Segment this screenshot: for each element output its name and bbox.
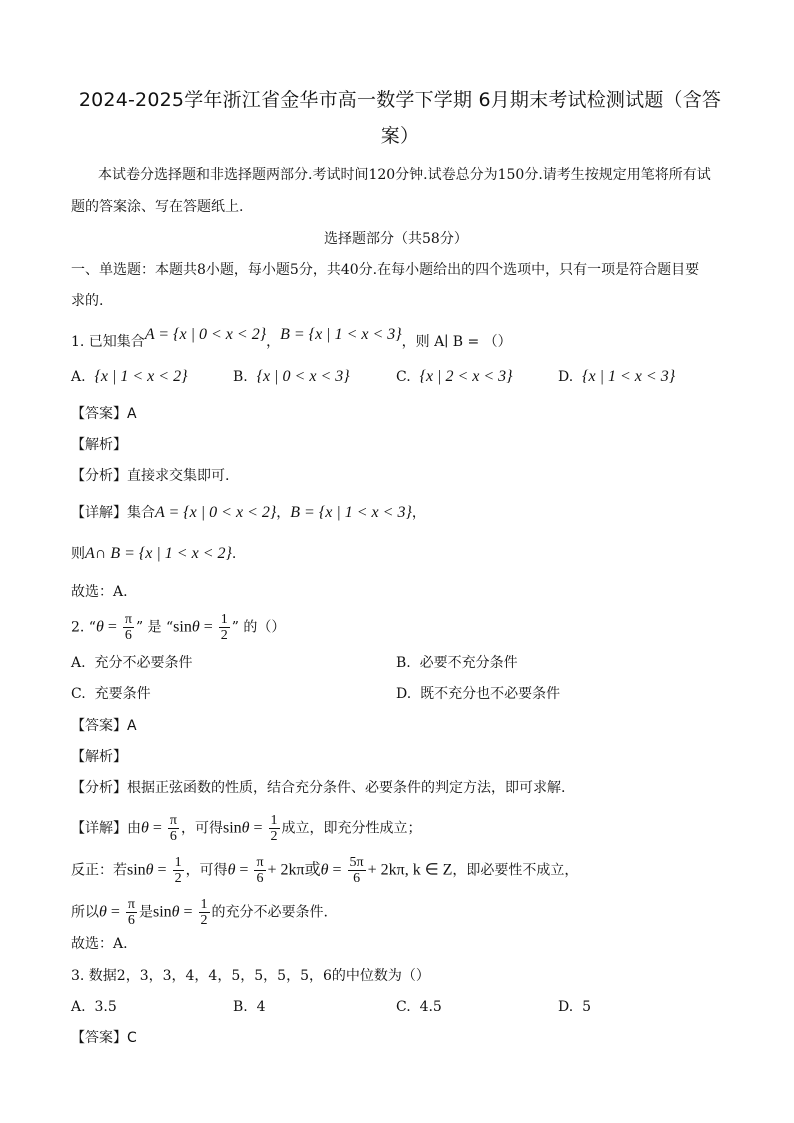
q1-detail: [71, 502, 426, 524]
numerator: π: [169, 813, 177, 828]
q2-option-c: [71, 683, 151, 705]
reverse-text: 反正：若: [71, 862, 127, 879]
part1-header-line-1: 一、单选题：本题共8小题，每小题5分，共40分.在每小题给出的四个选项中，只有一项是符合题目要: [71, 262, 700, 278]
option-label: C.: [396, 999, 411, 1015]
q3-option-c: [396, 996, 442, 1018]
theta-symbol: θ: [241, 819, 250, 837]
fenxi-tag: 【分析】: [71, 468, 127, 484]
intro-line-2: 题的答案涂、写在答题纸上.: [71, 199, 244, 215]
reverse-formula: + 2kπ, k ∈ Z: [367, 861, 453, 879]
q2-prefix: 2. “: [71, 619, 96, 636]
q1-result: [71, 543, 236, 565]
detail-set-b: B = {x | 1 < x < 3}: [290, 504, 412, 521]
numerator: 1: [174, 855, 182, 870]
conclusion-text: 是: [138, 904, 153, 921]
fraction-5pi-over-6: [348, 855, 366, 886]
theta-symbol: θ: [171, 903, 180, 921]
q2-fenxi: [71, 777, 565, 799]
option-text: 5: [582, 999, 592, 1015]
detail-tag: 【详解】: [71, 820, 127, 837]
theta-symbol: θ: [191, 618, 200, 636]
numerator: 1: [200, 897, 208, 912]
theta-symbol: θ: [141, 819, 149, 837]
result-prefix: 则: [71, 546, 85, 562]
question-2: [71, 612, 285, 643]
option-text: 4.5: [419, 999, 442, 1015]
sin-fn: sin: [222, 819, 242, 837]
q1-option-b: [233, 366, 350, 388]
detail-tag: 【详解】: [71, 505, 127, 521]
result-formula: A∩ B = {x | 1 < x < 2}: [85, 545, 232, 562]
reverse-text: ，即必要性不成立，: [452, 862, 579, 879]
q1-choose: 故选：A.: [71, 584, 128, 600]
numerator: π: [124, 612, 132, 627]
denominator: 6: [256, 871, 264, 886]
numerator: 5π: [349, 855, 364, 870]
detail-prefix: 集合: [127, 505, 155, 521]
detail-text: ，可得: [180, 820, 223, 837]
denominator: 6: [353, 871, 361, 886]
question-1: [71, 326, 512, 353]
q2-option-a: [71, 652, 192, 674]
q2-option-d: [396, 683, 560, 705]
denominator: 6: [124, 628, 132, 643]
denominator: 2: [270, 829, 278, 844]
option-label: B.: [233, 369, 248, 385]
detail-text: 由: [127, 820, 141, 837]
q1-answer: 【答案】A: [71, 406, 137, 422]
reverse-text: + 2kπ或: [267, 861, 321, 879]
reverse-text: ，可得: [185, 862, 228, 879]
sin-fn: sin: [127, 861, 146, 879]
q1-option-d: [558, 366, 675, 388]
q1-analysis: 【解析】: [71, 437, 127, 453]
q2-reverse-line: [71, 855, 578, 886]
numerator: π: [256, 855, 264, 870]
q2-detail-line: [71, 813, 422, 844]
theta-symbol: θ: [320, 861, 329, 879]
page-title: 2024-2025学年浙江省金华市高一数学下学期 6月期末考试检测试题（含答案）: [78, 89, 722, 147]
numerator: 1: [220, 612, 228, 627]
question-3: 3. 数据2，3，3，4，4，5，5，5，5，6的中位数为（）: [71, 968, 430, 984]
q3-option-a: [71, 996, 117, 1018]
denominator: 2: [174, 871, 182, 886]
q3-option-b: [233, 996, 266, 1018]
option-label: A.: [71, 655, 86, 671]
denominator: 6: [169, 829, 177, 844]
denominator: 6: [127, 913, 135, 928]
q1-fenxi: [71, 465, 229, 487]
q1-prefix: 1. 已知集合: [71, 334, 145, 350]
theta-symbol: θ: [95, 618, 104, 636]
option-text: 必要不充分条件: [419, 655, 518, 671]
option-text: 3.5: [94, 999, 117, 1015]
option-text: {x | 1 < x < 2}: [94, 368, 188, 385]
fenxi-tag: 【分析】: [71, 780, 127, 796]
q1-set-b: B = {x | 1 < x < 3}: [280, 326, 402, 343]
option-text: {x | 0 < x < 3}: [256, 368, 350, 385]
sin-fn: sin: [173, 618, 192, 636]
fraction-pi-over-6: [254, 855, 265, 886]
fraction-one-half: [219, 612, 230, 643]
equals: =: [106, 903, 124, 921]
q1-set-a: A = {x | 0 < x < 2}: [144, 326, 267, 343]
detail-text: 成立，即充分性成立；: [281, 820, 422, 837]
fraction-pi-over-6: [126, 897, 137, 928]
q2-analysis: 【解析】: [71, 749, 127, 765]
detail-end: ，: [411, 505, 426, 521]
q1-ask: ，则 A∣ B = （）: [401, 334, 512, 350]
option-label: B.: [396, 655, 411, 671]
equals: =: [179, 903, 197, 921]
q2-conclusion-line: [71, 897, 328, 928]
fenxi-text: 根据正弦函数的性质，结合充分条件、必要条件的判定方法，即可求解.: [127, 780, 566, 796]
part1-header-line-2: 求的.: [71, 293, 104, 309]
q1-comma: ，: [266, 334, 281, 350]
option-text: 4: [256, 999, 266, 1015]
option-label: D.: [396, 686, 412, 702]
theta-symbol: θ: [99, 903, 107, 921]
numerator: π: [127, 897, 135, 912]
sin-fn: sin: [152, 903, 172, 921]
q2-option-b: [396, 652, 518, 674]
q2-mid: ” 是 “: [135, 619, 174, 636]
fenxi-text: 直接求交集即可.: [127, 468, 230, 484]
option-label: C.: [71, 686, 86, 702]
option-label: A.: [71, 369, 86, 385]
equals: =: [249, 819, 267, 837]
equals: =: [199, 618, 217, 636]
option-text: {x | 1 < x < 3}: [582, 368, 676, 385]
fraction-one-half: [173, 855, 184, 886]
option-text: 既不充分也不必要条件: [420, 686, 561, 702]
denominator: 2: [220, 628, 228, 643]
theta-symbol: θ: [145, 861, 154, 879]
option-label: D.: [558, 369, 574, 385]
option-label: C.: [396, 369, 411, 385]
intro-line-1: 本试卷分选择题和非选择题两部分.考试时间120分钟.试卷总分为150分.请考生按规定用笔将所有试: [98, 167, 711, 183]
denominator: 2: [200, 913, 208, 928]
fraction-pi-over-6: [168, 813, 179, 844]
q3-option-d: [558, 996, 591, 1018]
section-title: 选择题部分（共58分）: [324, 231, 468, 247]
option-text: 充分不必要条件: [94, 655, 193, 671]
fraction-pi-over-6: [123, 612, 134, 643]
equals: =: [235, 861, 253, 879]
result-end: .: [231, 546, 237, 562]
option-label: B.: [233, 999, 248, 1015]
detail-set-a: A = {x | 0 < x < 2}: [155, 504, 277, 521]
equals: =: [153, 861, 171, 879]
fraction-one-half: [199, 897, 210, 928]
option-text: 充要条件: [94, 686, 151, 702]
conclusion-text: 所以: [71, 904, 99, 921]
theta-symbol: θ: [227, 861, 236, 879]
q3-answer: 【答案】C: [71, 1030, 137, 1046]
option-label: D.: [558, 999, 574, 1015]
equals: =: [328, 861, 346, 879]
equals: =: [148, 819, 166, 837]
option-text: {x | 2 < x < 3}: [419, 368, 513, 385]
detail-comma: ，: [276, 505, 291, 521]
numerator: 1: [270, 813, 278, 828]
q2-answer: 【答案】A: [71, 718, 137, 734]
conclusion-text: 的充分不必要条件.: [211, 904, 328, 921]
option-label: A.: [71, 999, 86, 1015]
fraction-one-half: [269, 813, 280, 844]
equals: =: [103, 618, 121, 636]
q1-option-c: [396, 366, 513, 388]
q2-suffix: ” 的（）: [231, 619, 286, 636]
q1-option-a: [71, 366, 187, 388]
q2-choose: 故选：A.: [71, 936, 128, 952]
